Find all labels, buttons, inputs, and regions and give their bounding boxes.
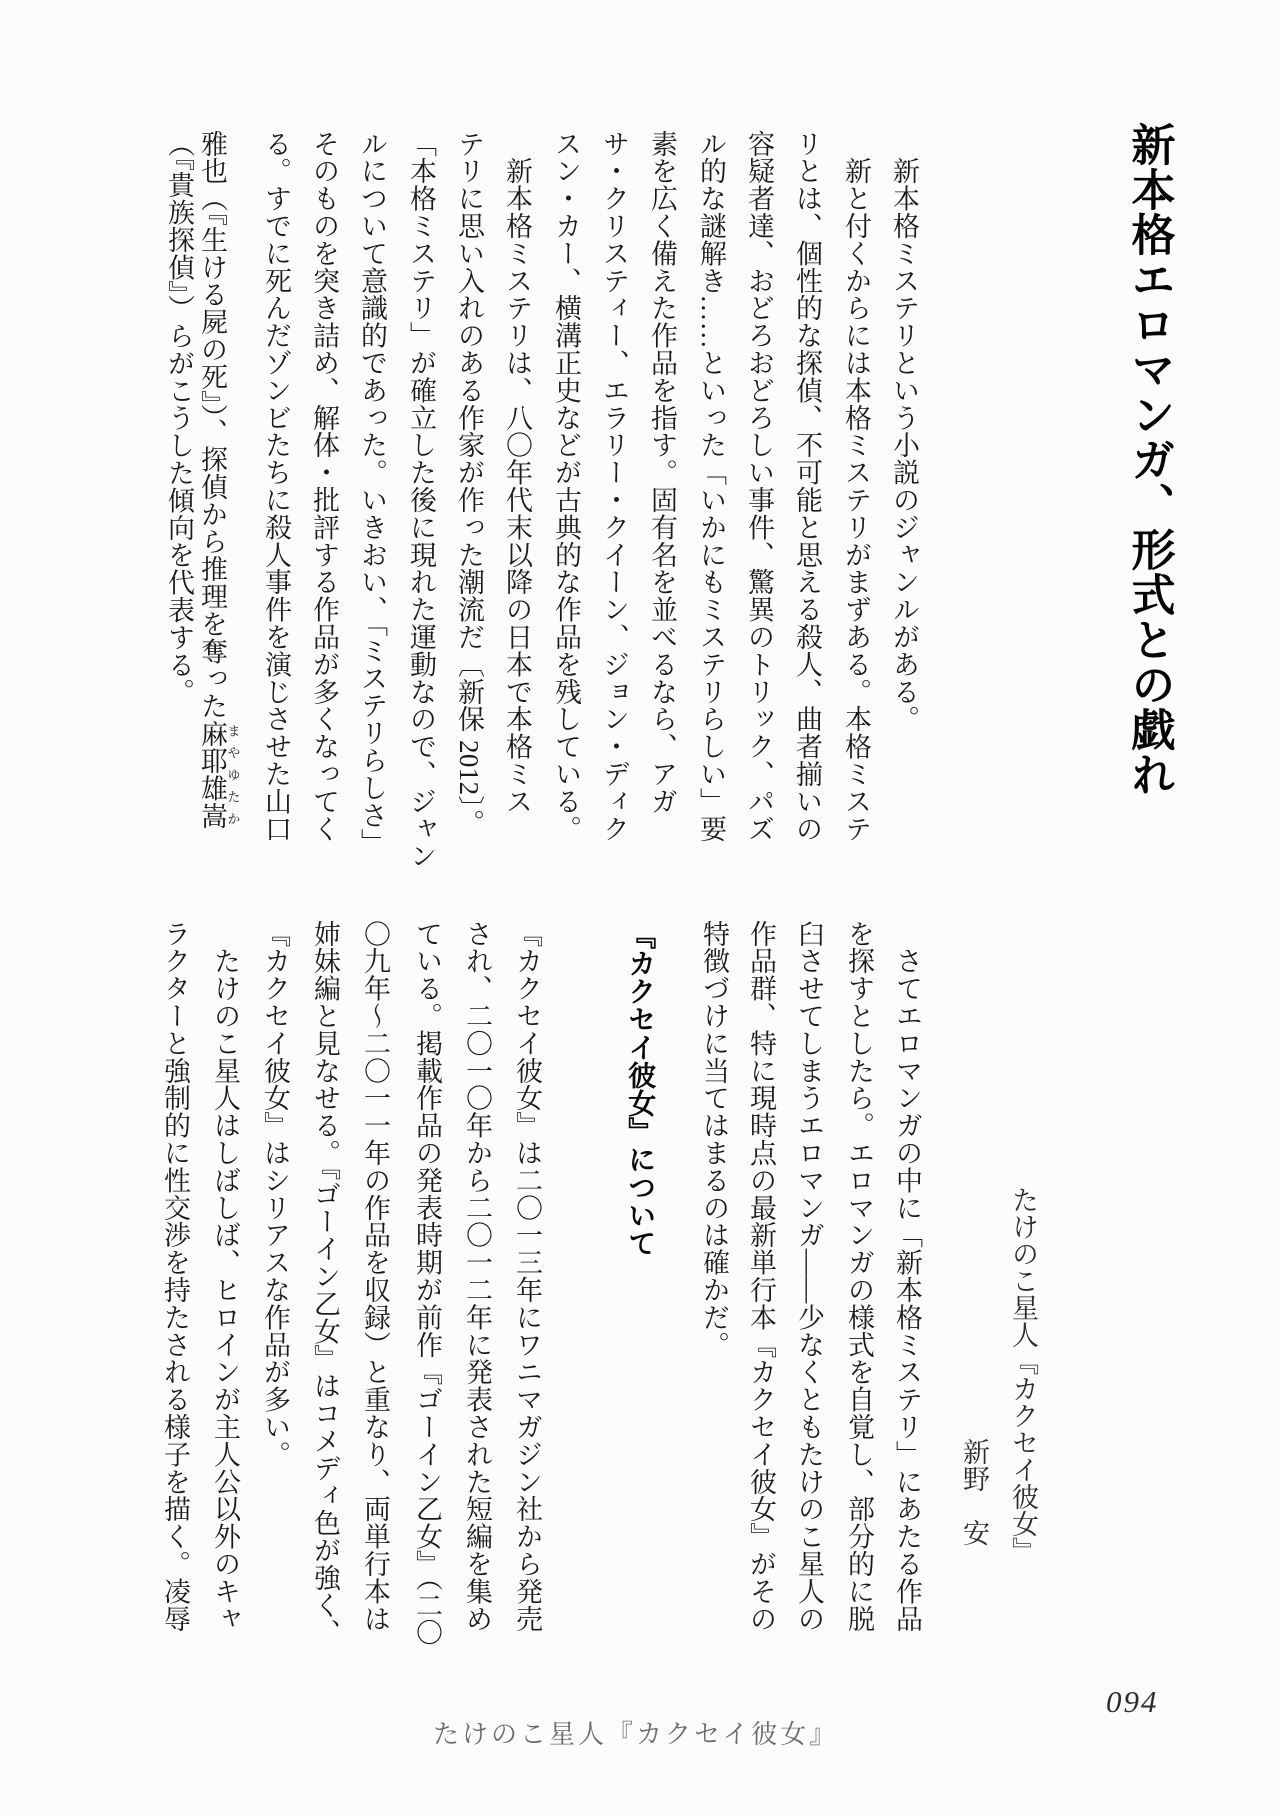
text-column: リとは、個性的な探偵、不可能と思える殺人、曲者揃いの: [792, 130, 822, 843]
text-column: 新と付くからには本格ミステリがまずある。本格ミステ: [841, 130, 871, 843]
text-column: 特徴づけに当てはまるのは確かだ。: [699, 920, 729, 1359]
text-column: 『カクセイ彼女』はシリアスな作品が多い。: [260, 920, 290, 1468]
text-column: 『カクセイ彼女』は二〇一三年にワニマガジン社から発売: [512, 920, 542, 1633]
text-column: 容疑者達、おどろおどろしい事件、驚異のトリック、パズ: [744, 130, 774, 843]
article-title: 新本格エロマンガ、形式との戯れ: [1124, 122, 1174, 797]
text-column: テリに思い入れのある作家が作った潮流だ〔新保 2012〕。: [454, 130, 484, 837]
text-column: 臼させてしまうエロマンガ――少なくともたけのこ星人の: [794, 920, 824, 1633]
text-column: され、二〇一〇年から二〇一二年に発表された短編を集め: [462, 920, 492, 1633]
column-text: 雅也（『生ける屍の死』）、探偵から推理を奪った: [197, 130, 227, 720]
text-column: を探すとしたら。エロマンガの様式を自覚し、部分的に脱: [844, 920, 874, 1633]
text-column: 新本格ミステリは、八〇年代末以降の日本で本格ミス: [502, 130, 532, 815]
text-column: さてエロマンガの中に「新本格ミステリ」にあたる作品: [892, 920, 922, 1633]
text-column: そのものを突き詰め、解体・批評する作品が多くなってく: [309, 130, 339, 843]
text-column: ル的な謎解き……といった「いかにもミステリらしい」要: [696, 130, 726, 843]
text-column: 「本格ミステリ」が確立した後に現れた運動なので、ジャン: [406, 130, 436, 870]
ruby-base: 麻耶雄嵩: [197, 719, 227, 830]
text-column: 〇九年～二〇一一年の作品を収録）と重なり、両単行本は: [360, 920, 390, 1633]
text-column: スン・カー、横溝正史などが古典的な作品を残している。: [551, 130, 581, 843]
text-column: たけのこ星人はしばしば、ヒロインが主人公以外のキャ: [210, 920, 240, 1633]
running-title: たけのこ星人『カクセイ彼女』: [433, 1719, 839, 1749]
ruby-mayayutaka: [197, 719, 241, 830]
text-column: サ・クリスティー、エラリー・クイーン、ジョン・ディク: [599, 130, 629, 843]
text-column: 素を広く備えた作品を指す。固有名を並べるなら、アガ: [647, 130, 677, 815]
page-number: 094: [1106, 1684, 1159, 1719]
text-column: 新本格ミステリという小説のジャンルがある。: [889, 130, 919, 733]
text-column: （『貴族探偵』）らがこうした傾向を代表する。: [164, 130, 194, 706]
text-column: 作品群、特に現時点の最新単行本『カクセイ彼女』がその: [746, 920, 776, 1633]
section-heading: 『カクセイ彼女』について: [625, 921, 657, 1257]
ruby-text: まやゆたか: [225, 719, 241, 830]
author-name: 新野 安: [959, 1438, 989, 1546]
text-column: ている。掲載作品の発表時期が前作『ゴーイン乙女』（二〇: [412, 920, 442, 1647]
text-column: 姉妹編と見なせる。『ゴーイン乙女』はコメディ色が強く、: [310, 920, 340, 1647]
text-column: る。すでに死んだゾンビたちに殺人事件を演じさせた山口: [261, 130, 291, 843]
work-subtitle: たけのこ星人『カクセイ彼女』: [1008, 1186, 1038, 1564]
text-column: ラクターと強制的に性交渉を持たされる様子を描く。凌辱: [160, 920, 190, 1633]
text-column-with-ruby: [198, 130, 240, 829]
text-column: ルについて意識的であった。いきおい、「ミステリらしさ」: [357, 130, 387, 857]
